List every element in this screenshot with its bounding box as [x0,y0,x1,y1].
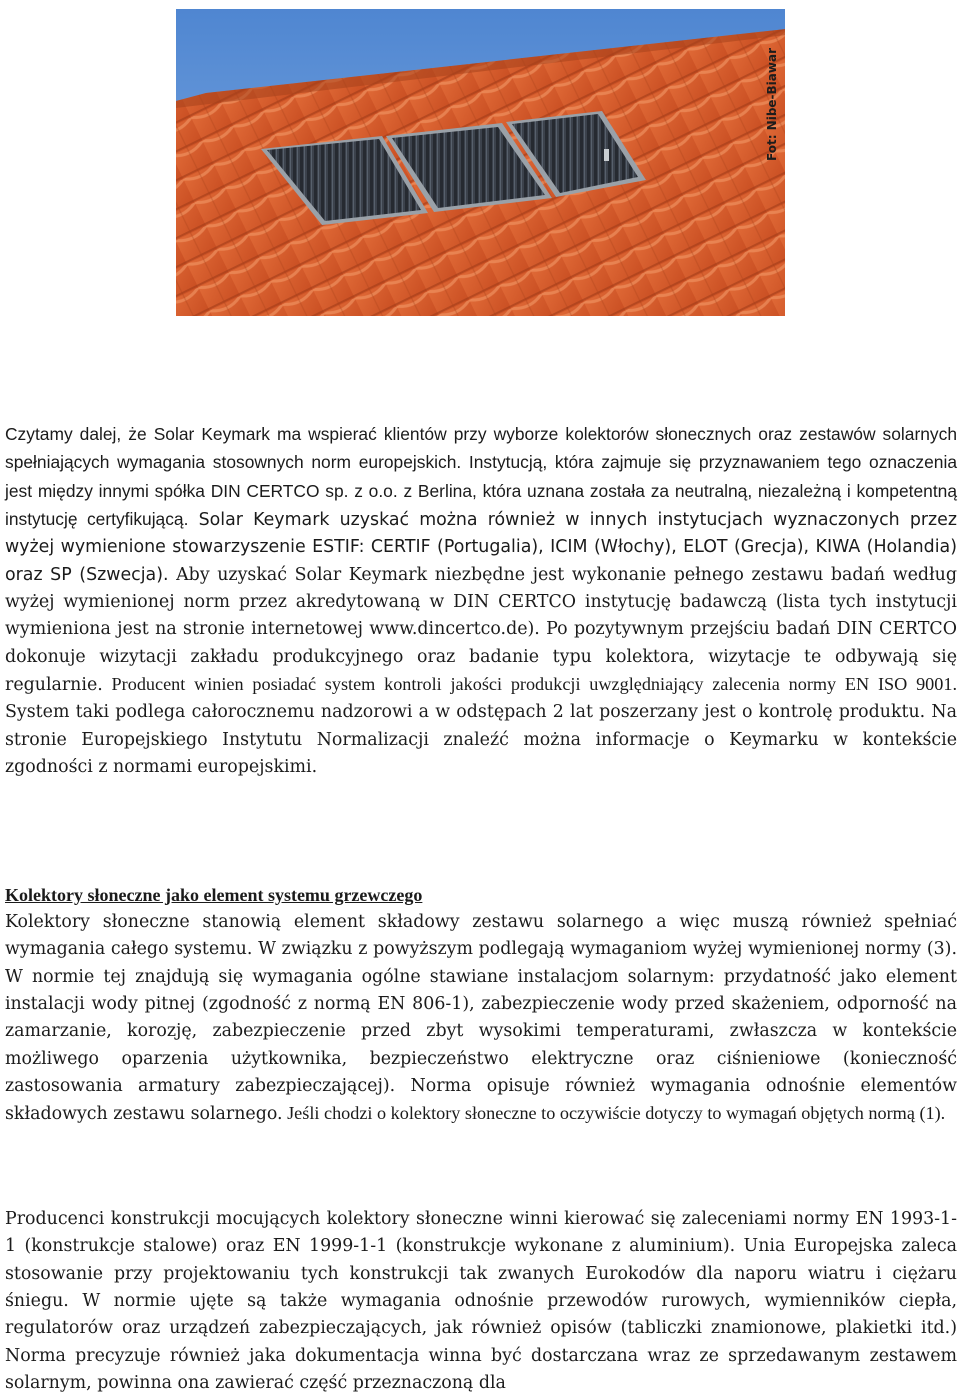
rooftop-solar-collectors-photo [176,9,785,316]
paragraph1-part3: Aby uzyskać Solar Keymark niezbędne jest wykonanie pełnego zestawu badań według wyżej wymienionej norm przez akredytowaną w DIN CERTCO instytucję badawczą (lista tych instytucji wymieniona jest na stronie internetowej www.dincertco.de). Po pozytywnym przejściu badań DIN CERTCO dokonuje wizytacji zakładu produkcyjnego oraz badanie typu kolektora, wizytacje te odbywają się regularnie. [5,564,957,696]
paragraph1-part4: Producent winien posiadać system kontroli jakości produkcji uwzględniający zalecenia normy EN ISO 9001. [102,674,957,695]
paragraph1-part1: Czytamy dalej, że Solar Keymark ma wspierać klientów przy wyborze kolektorów słonecznych oraz zestawów solarnych spełniających wymagania stosownych norm europejskich. Instytucją, która zajmuje się przyznawaniem tego oznaczenia jest między innymi spółka DIN CERTCO sp. z o.o. z Berlina, która uznana została za neutralną, niezależną i kompetentną instytucję certyfikującą. [5,424,957,530]
paragraph1-part2: Solar Keymark uzyskać można również w innych instytucjach wyznaczonych przez wyżej wymienione stowarzyszenie ESTIF: CERTIF (Portugalia), ICIM (Włochy), ELOT (Grecja), KIWA (Holandia) oraz SP (Szwecja). [5,510,957,585]
paragraph2-part1: Kolektory słoneczne stanowią element składowy zestawu solarnego a więc muszą również spełniać wymagania całego systemu. W związku z powyższym podlegają wymaganiom wyżej wymienionej normy (3). W normie tej znajdują się wymagania ogólne stawiane instalacjom solarnym: przydatność jako element instalacji wody pitnej (zgodność z normą EN 806-1), zabezpieczenie wody przed skażeniem, odporność na zamarzanie, korozję, zabezpieczenie przed zbyt wysokimi temperaturami, zwłaszcza w kontekście możliwego oparzenia użytkownika, bezpieczeństwo elektryczne oraz ciśnieniowe (konieczność zastosowania armatury zabezpieczającej). Norma opisuje również wymagania odnośnie elementów składowych zestawu solarnego. [5,912,957,1125]
photo-credit: Fot: Nibe-Biawar [765,48,779,161]
paragraph-mounting-structures: Producenci konstrukcji mocujących kolektory słoneczne winni kierować się zaleceniami normy EN 1993-1- 1 (konstrukcje stalowe) oraz EN 1999-1-1 (konstrukcje wykonane z aluminium). Unia Europejska zaleca stosowanie przy projektowaniu tych konstrukcji tak zwanych Eurokodów dla naporu wiatru i ciężaru śniegu. W normie ujęte są także wymagania odnośnie przewodów rurowych, wymienników ciepła, regulatorów oraz urządzeń zabezpieczających, jak również opisów (tabliczki znamionowe, plakietki itd.) Norma precyzuje również jaka dokumentacja winna być dostarczana wraz ze sprzedawanym zestawem solarnym, powinna ona zawierać część przeznaczoną dla [5,1209,957,1394]
paragraph2-part2: Jeśli chodzi o kolektory słoneczne to oczywiście dotyczy to wymagań objętych normą (1). [282,1103,946,1124]
solar-roof-illustration [176,9,785,316]
paragraph-system-requirements [5,909,957,1129]
paragraph-solar-keymark [5,421,957,781]
paragraph1-part5: System taki podlega całorocznemu nadzorowi a w odstępach 2 lat poszerzany jest o kontrolę produktu. Na stronie Europejskiego Instytutu Normalizacji znaleźć można informacje o Keymarku w kontekście zgodności z normami europejskimi. [5,702,957,778]
section-heading: Kolektory słoneczne jako element systemu grzewczego [5,885,423,905]
